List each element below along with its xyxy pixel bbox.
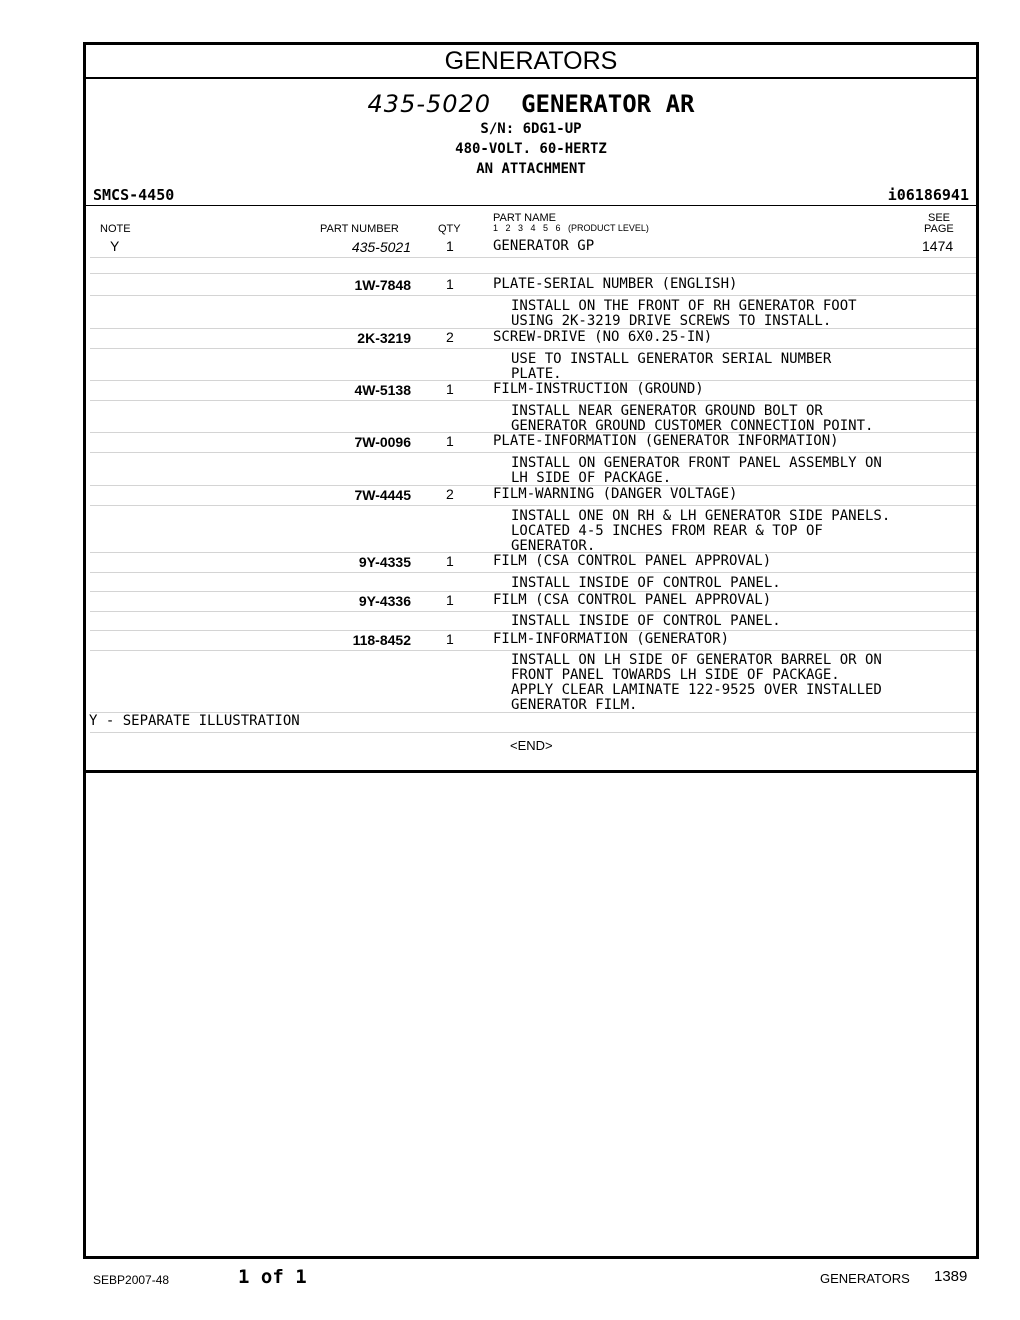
row-instruction: USE TO INSTALL GENERATOR SERIAL NUMBER PLATE. bbox=[511, 351, 832, 382]
title-name: GENERATOR AR bbox=[521, 90, 695, 118]
col-see: SEE bbox=[928, 212, 951, 224]
row-divider bbox=[90, 650, 976, 651]
row-part-number: 435-5021 bbox=[351, 239, 411, 255]
col-part-number: PART NUMBER bbox=[320, 223, 399, 235]
row-qty: 2 bbox=[446, 329, 454, 345]
row-part-number: 9Y-4336 bbox=[358, 593, 411, 609]
row-qty: 1 bbox=[446, 238, 454, 254]
footer-page-of: 1 of 1 bbox=[238, 1266, 307, 1288]
page-frame bbox=[83, 42, 979, 1259]
footer-doc-id: SEBP2007-48 bbox=[93, 1273, 170, 1287]
row-divider bbox=[90, 400, 976, 401]
row-divider bbox=[90, 611, 976, 612]
row-part-number: 1W-7848 bbox=[354, 277, 411, 293]
row-part-name: FILM-INSTRUCTION (GROUND) bbox=[493, 381, 704, 397]
row-divider bbox=[90, 732, 976, 733]
row-part-name: PLATE-INFORMATION (GENERATOR INFORMATION) bbox=[493, 433, 839, 449]
subtitle-attachment: AN ATTACHMENT bbox=[476, 161, 586, 177]
col-product-level: 1 2 3 4 5 6 (PRODUCT LEVEL) bbox=[493, 223, 649, 233]
col-note: NOTE bbox=[100, 223, 131, 235]
end-marker: <END> bbox=[510, 738, 553, 753]
row-divider bbox=[90, 273, 976, 274]
row-instruction: INSTALL INSIDE OF CONTROL PANEL. bbox=[511, 613, 781, 629]
subtitle-serial: S/N: 6DG1-UP bbox=[480, 121, 582, 137]
title-part-number: 435-5020 bbox=[367, 90, 492, 118]
footer-section: GENERATORS bbox=[820, 1271, 910, 1286]
smcs-code: SMCS-4450 bbox=[93, 186, 175, 204]
row-part-name: FILM (CSA CONTROL PANEL APPROVAL) bbox=[493, 553, 772, 569]
row-instruction: INSTALL NEAR GENERATOR GROUND BOLT OR GENERATOR GROUND CUSTOMER CONNECTION POINT. bbox=[511, 403, 874, 434]
row-divider bbox=[90, 572, 976, 573]
row-qty: 1 bbox=[446, 592, 454, 608]
row-instruction: INSTALL ON LH SIDE OF GENERATOR BARREL OR ON FRONT PANEL TOWARDS LH SIDE OF PACKAGE. APPLY CLEAR LAMINATE 122-9525 OVER INSTALLED GENERATOR FILM. bbox=[511, 652, 882, 713]
footer-page-number: 1389 bbox=[934, 1268, 968, 1285]
row-note: Y bbox=[110, 238, 120, 254]
header-divider bbox=[86, 205, 976, 206]
row-qty: 1 bbox=[446, 631, 454, 647]
row-part-name: FILM (CSA CONTROL PANEL APPROVAL) bbox=[493, 592, 772, 608]
row-divider bbox=[90, 257, 976, 258]
row-part-number: 118-8452 bbox=[352, 632, 411, 648]
row-divider bbox=[90, 452, 976, 453]
row-instruction: INSTALL ON THE FRONT OF RH GENERATOR FOOT USING 2K-3219 DRIVE SCREWS TO INSTALL. bbox=[511, 298, 857, 329]
row-part-number: 4W-5138 bbox=[354, 382, 411, 398]
col-page: PAGE bbox=[924, 223, 954, 235]
row-part-number: 9Y-4335 bbox=[358, 554, 411, 570]
row-qty: 1 bbox=[446, 276, 454, 292]
row-part-name: FILM-WARNING (DANGER VOLTAGE) bbox=[493, 486, 738, 502]
legend-note: Y - SEPARATE ILLUSTRATION bbox=[89, 713, 300, 729]
row-divider bbox=[90, 505, 976, 506]
main-title bbox=[86, 89, 976, 119]
row-part-name: GENERATOR GP bbox=[493, 238, 595, 254]
subtitle-voltage: 480-VOLT. 60-HERTZ bbox=[455, 141, 607, 157]
row-instruction: INSTALL ON GENERATOR FRONT PANEL ASSEMBLY ON LH SIDE OF PACKAGE. bbox=[511, 455, 882, 486]
col-qty: QTY bbox=[438, 223, 461, 235]
row-divider bbox=[90, 295, 976, 296]
col-part-name: PART NAME bbox=[493, 212, 556, 224]
row-instruction: INSTALL ONE ON RH & LH GENERATOR SIDE PANELS. LOCATED 4-5 INCHES FROM REAR & TOP OF GENERATOR. bbox=[511, 508, 891, 554]
row-part-name: SCREW-DRIVE (NO 6X0.25-IN) bbox=[493, 329, 713, 345]
row-part-name: FILM-INFORMATION (GENERATOR) bbox=[493, 631, 730, 647]
row-see-page: 1474 bbox=[922, 238, 954, 254]
row-part-name: PLATE-SERIAL NUMBER (ENGLISH) bbox=[493, 276, 738, 292]
row-part-number: 2K-3219 bbox=[357, 330, 411, 346]
table-bottom-border bbox=[86, 770, 976, 773]
row-divider bbox=[90, 348, 976, 349]
section-title: GENERATORS bbox=[86, 45, 976, 79]
row-instruction: INSTALL INSIDE OF CONTROL PANEL. bbox=[511, 575, 781, 591]
row-qty: 1 bbox=[446, 433, 454, 449]
row-qty: 2 bbox=[446, 486, 454, 502]
illustration-id: i06186941 bbox=[887, 186, 969, 204]
row-part-number: 7W-0096 bbox=[354, 434, 411, 450]
row-part-number: 7W-4445 bbox=[354, 487, 411, 503]
row-qty: 1 bbox=[446, 553, 454, 569]
row-qty: 1 bbox=[446, 381, 454, 397]
